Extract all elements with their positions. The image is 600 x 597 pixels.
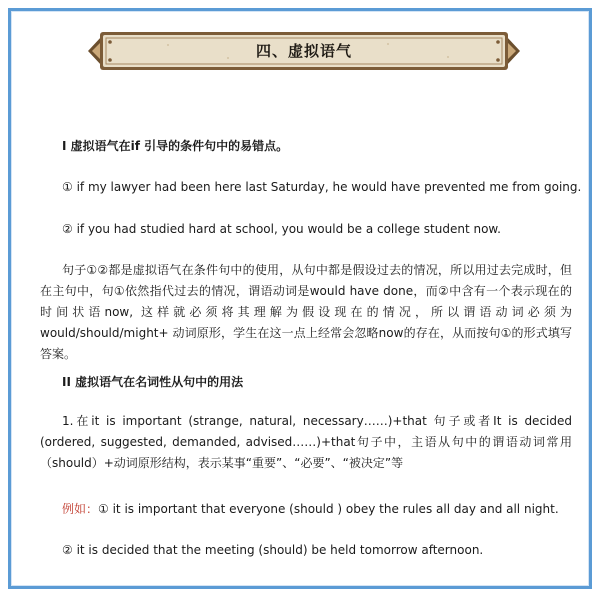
example-label: 例如：: [62, 502, 99, 516]
section1-example-2: ② if you had studied hard at school, you would be a college student now.: [62, 222, 501, 236]
section2-example-2: ② it is decided that the meeting (should) be held tomorrow afternoon.: [62, 543, 484, 557]
section1-heading: I 虚拟语气在if 引导的条件句中的易错点。: [62, 139, 289, 153]
section2-example-1: [62, 500, 559, 517]
section1-explanation: 句子①②都是虚拟语气在条件句中的使用，从句中都是假设过去的情况，所以用过去完成时，但在主句中，句①依然指代过去的情况，谓语动词是would have done，而②中含有一个表示现在的时间状语now, 这样就必须将其理解为假设现在的情况，所以谓语动词必须为would/should/might+ 动词原形，学生在这一点上经常会忽略now的存在，从而按句①的形式填写答案。: [40, 263, 572, 361]
banner-title: 四、虚拟语气: [255, 42, 352, 60]
section-banner: [88, 30, 520, 72]
section2-rule: 1.在it is important (strange, natural, necessary……)+that 句子或者It is decided (ordered, suggested, demanded, advised……)+that句子中，主语从句中的谓语动词常用（should）+动词原形结构，表示某事“重要”、“必要”、“被决定”等: [40, 414, 572, 470]
section2-example-1-text: ① it is important that everyone (should ) obey the rules all day and all night.: [98, 502, 559, 516]
section2-heading: II 虚拟语气在名词性从句中的用法: [62, 375, 244, 389]
section1-example-1: ① if my lawyer had been here last Saturday, he would have prevented me from going.: [62, 180, 582, 194]
